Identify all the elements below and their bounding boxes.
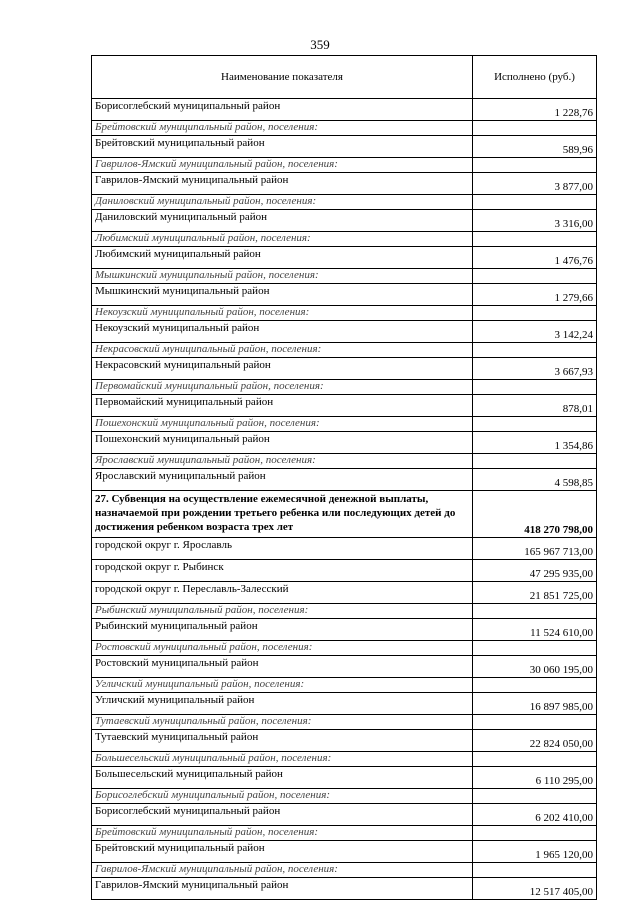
row-value: 16 897 985,00	[473, 693, 597, 715]
row-value	[473, 678, 597, 693]
row-value	[473, 380, 597, 395]
row-name: Любимский муниципальный район, поселения:	[92, 232, 473, 247]
column-header-name: Наименование показателя	[92, 56, 473, 99]
table-header-row	[92, 56, 597, 99]
row-name: городской округ г. Переславль-Залесский	[92, 582, 473, 604]
row-name: 27. Субвенция на осуществление ежемесячной денежной выплаты, назначаемой при рождении третьего ребенка или последующих детей до достижения ребенком возраста трех лет	[92, 491, 473, 538]
row-name: Некоузский муниципальный район	[92, 321, 473, 343]
row-name: Ростовский муниципальный район, поселения:	[92, 641, 473, 656]
table-row	[92, 173, 597, 195]
row-value: 3 316,00	[473, 210, 597, 232]
row-value: 1 476,76	[473, 247, 597, 269]
row-value	[473, 269, 597, 284]
row-value	[473, 232, 597, 247]
row-value: 418 270 798,00	[473, 491, 597, 538]
row-name: Рыбинский муниципальный район	[92, 619, 473, 641]
row-name: Мышкинский муниципальный район	[92, 284, 473, 306]
row-value: 4 598,85	[473, 469, 597, 491]
table-row	[92, 306, 597, 321]
row-name: Гаврилов-Ямский муниципальный район, поселения:	[92, 863, 473, 878]
page-number: 359	[310, 37, 330, 52]
row-value: 878,01	[473, 395, 597, 417]
row-value: 1 354,86	[473, 432, 597, 454]
row-name: Борисоглебский муниципальный район	[92, 99, 473, 121]
table-row	[92, 789, 597, 804]
table-row	[92, 195, 597, 210]
row-value	[473, 306, 597, 321]
row-value: 3 142,24	[473, 321, 597, 343]
table-row	[92, 232, 597, 247]
row-name: Даниловский муниципальный район, поселения:	[92, 195, 473, 210]
table-row	[92, 417, 597, 432]
row-name: Некоузский муниципальный район, поселения:	[92, 306, 473, 321]
row-value: 589,96	[473, 136, 597, 158]
row-value	[473, 121, 597, 136]
row-value	[473, 343, 597, 358]
table-row	[92, 678, 597, 693]
table-row	[92, 767, 597, 789]
row-name: Рыбинский муниципальный район, поселения:	[92, 604, 473, 619]
table-row	[92, 210, 597, 232]
row-name: Некрасовский муниципальный район, поселения:	[92, 343, 473, 358]
table-row	[92, 730, 597, 752]
row-name: Борисоглебский муниципальный район, поселения:	[92, 789, 473, 804]
row-name: Пошехонский муниципальный район	[92, 432, 473, 454]
row-name: Некрасовский муниципальный район	[92, 358, 473, 380]
row-name: Даниловский муниципальный район	[92, 210, 473, 232]
table-row	[92, 826, 597, 841]
row-value: 1 228,76	[473, 99, 597, 121]
table-row	[92, 863, 597, 878]
row-name: Гаврилов-Ямский муниципальный район, поселения:	[92, 158, 473, 173]
row-value: 30 060 195,00	[473, 656, 597, 678]
table-row	[92, 804, 597, 826]
row-name: Тутаевский муниципальный район, поселения:	[92, 715, 473, 730]
table-row	[92, 693, 597, 715]
row-value: 12 517 405,00	[473, 878, 597, 900]
table-row	[92, 158, 597, 173]
row-name: Тутаевский муниципальный район	[92, 730, 473, 752]
row-name: городской округ г. Рыбинск	[92, 560, 473, 582]
row-value	[473, 158, 597, 173]
row-name: Гаврилов-Ямский муниципальный район	[92, 173, 473, 195]
table-row	[92, 619, 597, 641]
table-row	[92, 358, 597, 380]
table-row	[92, 841, 597, 863]
row-name: Любимский муниципальный район	[92, 247, 473, 269]
row-name: Гаврилов-Ямский муниципальный район	[92, 878, 473, 900]
table-row	[92, 604, 597, 619]
table-row	[92, 380, 597, 395]
row-value: 165 967 713,00	[473, 538, 597, 560]
table-row	[92, 715, 597, 730]
row-name: Первомайский муниципальный район, поселения:	[92, 380, 473, 395]
row-name: Брейтовский муниципальный район	[92, 136, 473, 158]
table-row	[92, 321, 597, 343]
row-value: 3 877,00	[473, 173, 597, 195]
table-row	[92, 878, 597, 900]
table-row	[92, 247, 597, 269]
row-value	[473, 604, 597, 619]
table-row	[92, 432, 597, 454]
table-row	[92, 582, 597, 604]
row-value: 1 965 120,00	[473, 841, 597, 863]
row-name: Большесельский муниципальный район	[92, 767, 473, 789]
row-value	[473, 715, 597, 730]
row-name: Ярославский муниципальный район, поселения:	[92, 454, 473, 469]
table-row	[92, 538, 597, 560]
row-value	[473, 789, 597, 804]
row-value: 22 824 050,00	[473, 730, 597, 752]
budget-table	[91, 55, 597, 900]
row-value: 1 279,66	[473, 284, 597, 306]
table-row	[92, 136, 597, 158]
table-row	[92, 641, 597, 656]
row-name: Брейтовский муниципальный район, поселения:	[92, 121, 473, 136]
table-row	[92, 395, 597, 417]
table-row	[92, 284, 597, 306]
row-value	[473, 863, 597, 878]
table-row	[92, 99, 597, 121]
row-name: Большесельский муниципальный район, поселения:	[92, 752, 473, 767]
row-value	[473, 641, 597, 656]
row-value	[473, 417, 597, 432]
row-value	[473, 195, 597, 210]
table-row	[92, 656, 597, 678]
row-value: 21 851 725,00	[473, 582, 597, 604]
row-name: Брейтовский муниципальный район, поселения:	[92, 826, 473, 841]
row-value	[473, 826, 597, 841]
table-row	[92, 469, 597, 491]
row-value: 3 667,93	[473, 358, 597, 380]
row-name: Пошехонский муниципальный район, поселения:	[92, 417, 473, 432]
column-header-value: Исполнено (руб.)	[473, 56, 597, 99]
table-row	[92, 121, 597, 136]
table-row	[92, 491, 597, 538]
row-name: Первомайский муниципальный район	[92, 395, 473, 417]
row-value: 6 202 410,00	[473, 804, 597, 826]
row-value: 6 110 295,00	[473, 767, 597, 789]
table-row	[92, 454, 597, 469]
table-row	[92, 560, 597, 582]
row-name: Борисоглебский муниципальный район	[92, 804, 473, 826]
row-name: Ярославский муниципальный район	[92, 469, 473, 491]
table-row	[92, 269, 597, 284]
row-name: Брейтовский муниципальный район	[92, 841, 473, 863]
row-value	[473, 752, 597, 767]
table-row	[92, 752, 597, 767]
row-name: Ростовский муниципальный район	[92, 656, 473, 678]
row-name: Угличский муниципальный район, поселения:	[92, 678, 473, 693]
table-body	[92, 99, 597, 900]
row-value: 11 524 610,00	[473, 619, 597, 641]
row-name: городской округ г. Ярославль	[92, 538, 473, 560]
row-value	[473, 454, 597, 469]
row-value: 47 295 935,00	[473, 560, 597, 582]
row-name: Мышкинский муниципальный район, поселения:	[92, 269, 473, 284]
table-row	[92, 343, 597, 358]
row-name: Угличский муниципальный район	[92, 693, 473, 715]
